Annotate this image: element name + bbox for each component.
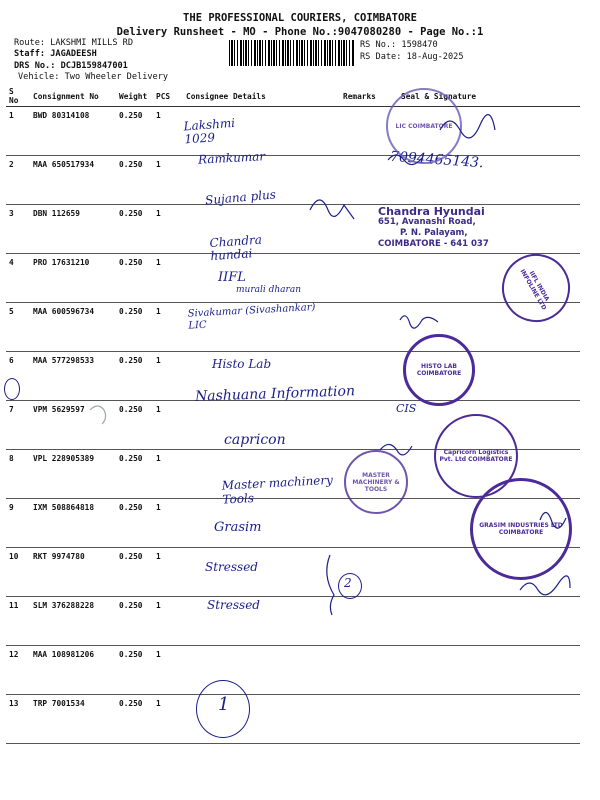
row-consignment: MAA 650517934 [30, 156, 116, 205]
col-consignment: Consignment No [30, 86, 116, 107]
row-consignment: VPM 5629597 [30, 401, 116, 450]
vehicle-value: Two Wheeler Delivery [64, 72, 169, 82]
handwriting-row6: Sivakumar (Sivashankar) LIC [187, 301, 316, 332]
row-pcs: 1 [153, 303, 183, 352]
drs-value: DCJB159847001 [60, 61, 128, 71]
row-weight: 0.250 [116, 548, 153, 597]
col-sno: S No [6, 86, 30, 107]
row-consignment: SLM 376288228 [30, 597, 116, 646]
handwriting-row8: Nashuana Information [194, 383, 356, 405]
row-weight: 0.250 [116, 450, 153, 499]
row-weight: 0.250 [116, 695, 153, 744]
row-pcs: 1 [153, 499, 183, 548]
seal-stamp-top-text: LIC COIMBATORE [395, 122, 453, 130]
row-pcs: 1 [153, 205, 183, 254]
rs-date-value: 18-Aug-2025 [406, 52, 464, 62]
col-pcs: PCS [153, 86, 183, 107]
row-pcs: 1 [153, 450, 183, 499]
row-sno: 10 [6, 548, 30, 597]
row-pcs: 1 [153, 548, 183, 597]
row-sno: 1 [6, 107, 30, 156]
row-consignment: MAA 600596734 [30, 303, 116, 352]
handwriting-row10: Master machinery Tools [221, 472, 334, 507]
row-pcs: 1 [153, 254, 183, 303]
vehicle-label: Vehicle: [18, 72, 60, 82]
row-weight: 0.250 [116, 107, 153, 156]
handwriting-row9: capricon [224, 432, 286, 448]
row-sno: 7 [6, 401, 30, 450]
handwriting-row11: Grasim [214, 520, 262, 535]
row-weight: 0.250 [116, 352, 153, 401]
handwriting-row5b: murali dharan [236, 285, 302, 295]
iifl-stamp-text: IIFL INDIA INFOLINE LTD [518, 268, 551, 312]
row-consignment: TRP 7001534 [30, 695, 116, 744]
col-seal-signature: Seal & Signature [398, 86, 580, 107]
grasim-stamp-text: GRASIM INDUSTRIES LTD COIMBATORE [479, 522, 563, 536]
row-sno: 4 [6, 254, 30, 303]
row-consignment: VPL 228905389 [30, 450, 116, 499]
row-weight: 0.250 [116, 499, 153, 548]
rs-date-label: RS Date: [360, 52, 402, 62]
row-weight: 0.250 [116, 646, 153, 695]
handwriting-row3: Sujana plus [204, 187, 277, 208]
master-stamp-text: MASTER MACHINERY & TOOLS [352, 471, 400, 493]
handwriting-row12: Stressed [205, 560, 258, 574]
row-consignment: DBN 112659 [30, 205, 116, 254]
col-remarks: Remarks [340, 86, 398, 107]
staff-label: Staff: [14, 49, 46, 59]
row-weight: 0.250 [116, 303, 153, 352]
row-consignment: BWD 80314108 [30, 107, 116, 156]
row-sno: 6 [6, 352, 30, 401]
handwriting-row1: Lakshmi 1029 [183, 115, 236, 147]
col-consignee: Consignee Details [183, 86, 340, 107]
route-label: Route: [14, 38, 46, 48]
row-consignment: IXM 508864818 [30, 499, 116, 548]
company-title: THE PROFESSIONAL COURIERS, COIMBATORE [183, 12, 417, 24]
handwriting-row13: Stressed [207, 598, 260, 612]
row-sno: 5 [6, 303, 30, 352]
runsheet-subtitle: Delivery Runsheet - MO - Phone No.:9047080280 - Page No.:1 [116, 26, 484, 38]
row-pcs: 1 [153, 352, 183, 401]
row-sno: 9 [6, 499, 30, 548]
chandra-stamp-line4: COIMBATORE - 641 037 [378, 239, 489, 249]
row-sno: 2 [6, 156, 30, 205]
handwriting-row7: Histo Lab [212, 357, 272, 371]
row-consignment: RKT 9974780 [30, 548, 116, 597]
rs-no-value: 1598470 [401, 40, 438, 50]
row-pcs: 1 [153, 646, 183, 695]
row-pcs: 1 [153, 156, 183, 205]
row-weight: 0.250 [116, 254, 153, 303]
histo-stamp-text: HISTO LAB COIMBATORE [416, 363, 462, 377]
row-sno: 11 [6, 597, 30, 646]
row-weight: 0.250 [116, 401, 153, 450]
handwriting-row4: Chandra hundai [209, 232, 263, 264]
row-consignment: PRO 17631210 [30, 254, 116, 303]
staff-value: JAGADEESH [50, 49, 97, 59]
row-sno: 12 [6, 646, 30, 695]
circled-mark-1-text: 1 [218, 694, 230, 715]
row-pcs: 1 [153, 107, 183, 156]
row-consignment: MAA 577298533 [30, 352, 116, 401]
handwriting-row2: Ramkumar [197, 149, 266, 167]
col-weight: Weight [116, 86, 153, 107]
chandra-stamp-line1: Chandra Hyundai [378, 205, 485, 218]
row-weight: 0.250 [116, 156, 153, 205]
chandra-stamp-line2: 651, Avanashi Road, [378, 217, 476, 227]
route-value: LAKSHMI MILLS RD [50, 38, 134, 48]
row-sno: 13 [6, 695, 30, 744]
row-consignment: MAA 108981206 [30, 646, 116, 695]
row-pcs: 1 [153, 401, 183, 450]
row-weight: 0.250 [116, 205, 153, 254]
handwriting-row5: IIFL [218, 270, 246, 285]
row-sno: 3 [6, 205, 30, 254]
chandra-stamp-line3: P. N. Palayam, [400, 228, 468, 238]
row-pcs: 1 [153, 597, 183, 646]
row-weight: 0.250 [116, 597, 153, 646]
circled-mark-2-text: 2 [344, 576, 352, 590]
rs-no-label: RS No.: [360, 40, 397, 50]
row-pcs: 1 [153, 695, 183, 744]
handwriting-row8-mark: CIS [396, 402, 417, 415]
drs-label: DRS No.: [14, 61, 56, 71]
handwriting-row2-phone: 7094465143. [389, 148, 484, 172]
row-sno: 8 [6, 450, 30, 499]
capricorn-stamp-text: Capricorn Logistics Pvt. Ltd COIMBATORE [439, 449, 513, 463]
